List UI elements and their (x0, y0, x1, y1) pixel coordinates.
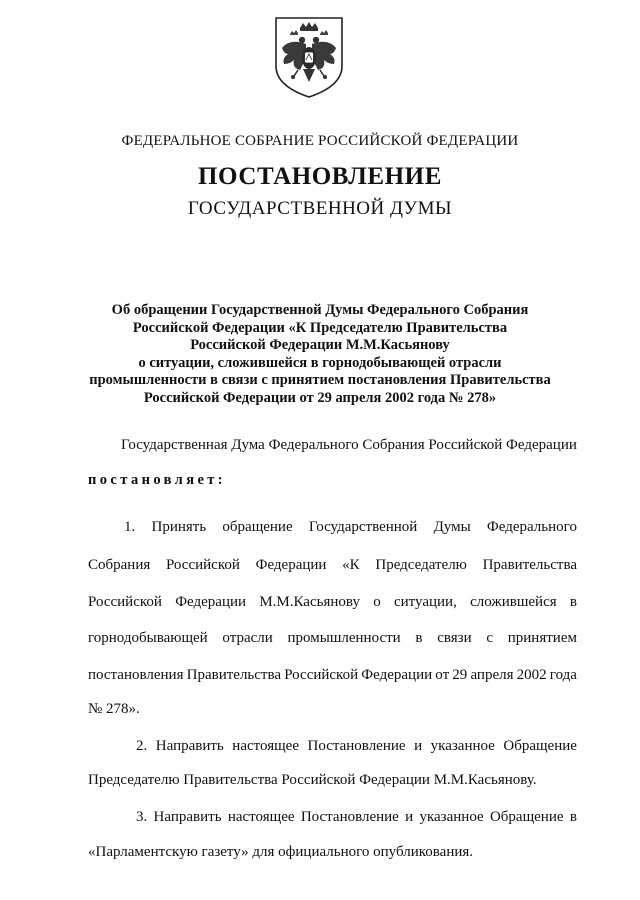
paragraph-3-last-line: «Парламентскую газету» для официального опубликования. (88, 844, 474, 860)
assembly-heading: ФЕДЕРАЛЬНОЕ СОБРАНИЕ РОССИЙСКОЙ ФЕДЕРАЦИИ (121, 133, 519, 149)
word: «К (342, 557, 360, 573)
document-type-heading: ПОСТАНОВЛЕНИЕ (197, 163, 443, 190)
paragraph-1-line (88, 594, 577, 611)
word: года (549, 667, 577, 683)
word: Думы (433, 519, 471, 535)
word: 2002 (516, 667, 547, 683)
word: принятием (507, 630, 577, 646)
word: постановления (88, 667, 184, 683)
word: о (373, 594, 381, 610)
word: Российской (88, 594, 162, 610)
word: и (405, 809, 414, 825)
preamble-text: Государственная Дума Федерального Собрания Российской Федерации (121, 437, 577, 453)
title-line: Российской Федерации от 29 апреля 2002 года № 278» (143, 389, 497, 406)
word: Федерального (486, 519, 577, 535)
word: Председателю (375, 557, 467, 573)
paragraph-1-last-line: № 278». (88, 701, 140, 717)
word: Обращение (503, 738, 577, 754)
word: Постановление (307, 738, 406, 754)
word: настоящее (232, 738, 299, 754)
title-line: промышленности в связи с принятием постановления Правительства (89, 372, 551, 389)
word: в (569, 809, 577, 825)
word: связи (437, 630, 472, 646)
word: Направить (153, 809, 222, 825)
title-line: Российской Федерации М.М.Касьянову (190, 337, 450, 354)
word: и (414, 738, 423, 754)
resolves-text: постановляет: (88, 472, 227, 488)
word: Обращение (489, 809, 564, 825)
paragraph-1-line (124, 519, 577, 536)
paragraph-2-last-line: Председателю Правительства Российской Федерации М.М.Касьянову. (88, 772, 537, 788)
word: в (415, 630, 423, 646)
word: 29 (452, 667, 468, 683)
word: Направить (155, 738, 224, 754)
word: Федерации (361, 667, 433, 683)
word: Собрания (88, 557, 151, 573)
coat-of-arms-icon (270, 14, 348, 100)
title-line: Об обращении Государственной Думы Федерального Собрания (111, 302, 529, 318)
word: ситуации, (393, 594, 457, 610)
word: Государственной (308, 519, 418, 535)
paragraph-1-line (88, 557, 577, 574)
word: 3. (136, 809, 148, 825)
paragraph-3-line (136, 809, 577, 826)
word: горнодобывающей (88, 630, 208, 646)
word: Российской (284, 667, 359, 683)
word: отрасли (222, 630, 273, 646)
word: от (435, 667, 450, 683)
word: Принять (151, 519, 207, 535)
issuer-heading: ГОСУДАРСТВЕННОЙ ДУМЫ (187, 198, 453, 219)
word: Постановление (300, 809, 399, 825)
document-title (80, 302, 560, 408)
paragraph-2-line (136, 738, 577, 755)
word: Правительства (186, 667, 282, 683)
word: 2. (136, 738, 148, 754)
word: указанное (430, 738, 495, 754)
word: в (569, 594, 577, 610)
word: Правительства (482, 557, 577, 573)
word: сложившейся (470, 594, 557, 610)
word: промышленности (287, 630, 401, 646)
word: указанное (419, 809, 484, 825)
paragraph-1-line (88, 630, 577, 647)
word: настоящее (227, 809, 295, 825)
title-line: Российской Федерации «К Председателю Правительства (132, 319, 508, 336)
word: Российской (165, 557, 240, 573)
word: Федерации (255, 557, 327, 573)
word: обращение (222, 519, 293, 535)
word: Федерации (175, 594, 247, 610)
title-line: о ситуации, сложившейся в горнодобывающей отрасли (138, 354, 502, 371)
word: М.М.Касьянову (259, 594, 360, 610)
word: с (486, 630, 494, 646)
word: апреля (470, 667, 514, 683)
paragraph-1-line (88, 667, 577, 684)
word: 1. (124, 519, 136, 535)
